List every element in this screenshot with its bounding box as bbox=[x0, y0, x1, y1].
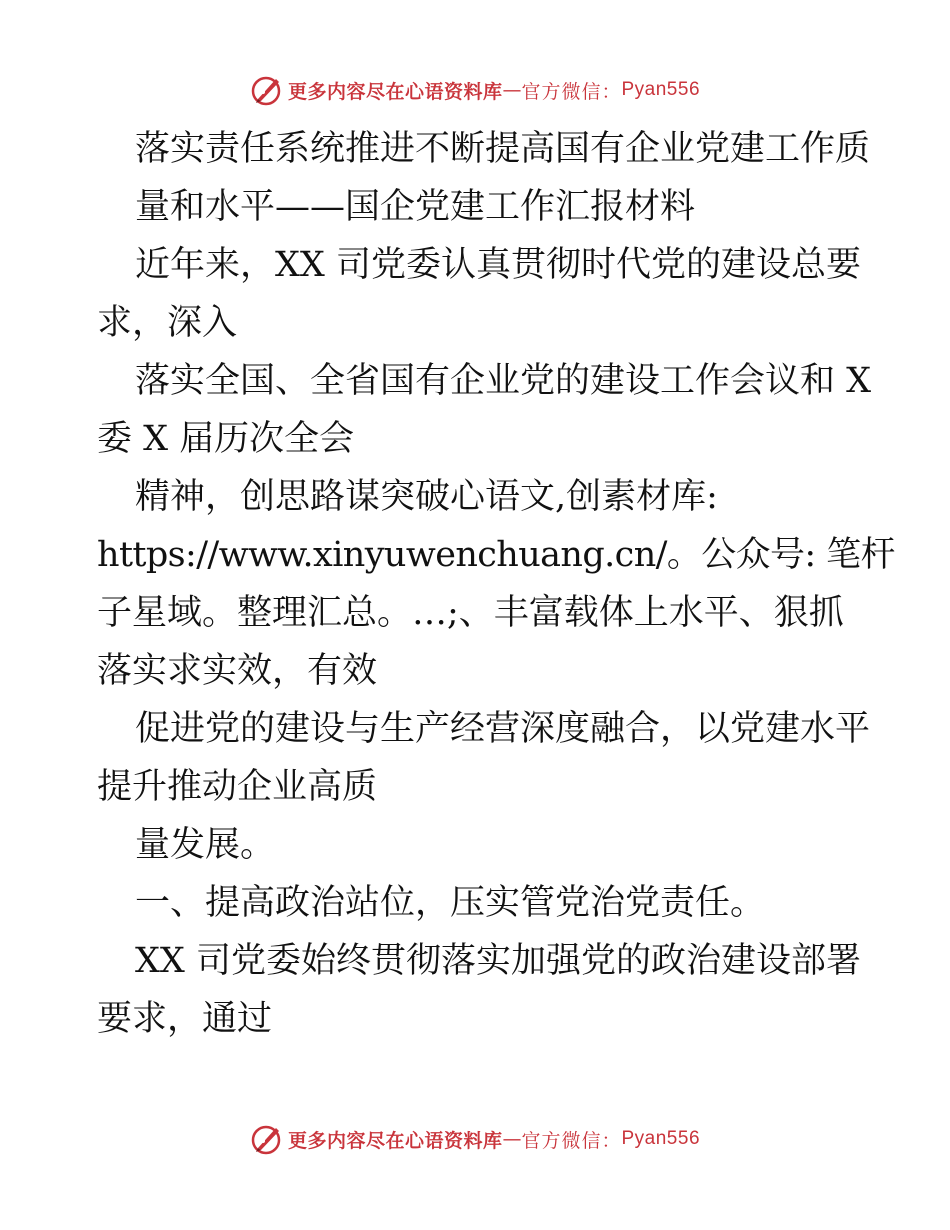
paragraph-line: 量发展。 bbox=[135, 825, 276, 865]
section-heading: 一、提高政治站位，压实管党治党责任。 bbox=[135, 883, 766, 923]
header-contact-label: 官方微信： bbox=[521, 80, 622, 103]
footer-brand: 更多内容尽在心语资料库 bbox=[287, 1129, 503, 1152]
paragraph-line-url: https://www.xinyuwenchuang.cn/。公众号: 笔杆 bbox=[97, 535, 895, 575]
paragraph-line: XX 司党委始终贯彻落实加强党的政治建设部署 bbox=[135, 941, 861, 981]
document-body bbox=[97, 120, 895, 1048]
paragraph-line: 求，深入 bbox=[97, 303, 238, 343]
document-title-line-1: 落实责任系统推进不断提高国有企业党建工作质 bbox=[135, 129, 871, 169]
document-title-line-2: 量和水平——国企党建工作汇报材料 bbox=[135, 187, 696, 227]
header-separator: — bbox=[502, 79, 522, 101]
header-banner bbox=[0, 70, 950, 110]
paragraph-line: 近年来，XX 司党委认真贯彻时代党的建设总要 bbox=[135, 245, 861, 285]
paragraph-line: 要求，通过 bbox=[97, 999, 273, 1039]
paragraph-line: 落实求实效，有效 bbox=[97, 651, 378, 691]
footer-separator: — bbox=[502, 1128, 522, 1150]
paragraph-line: 促进党的建设与生产经营深度融合，以党建水平 bbox=[135, 709, 871, 749]
paragraph-line: 精神，创思路谋突破心语文,创素材库: bbox=[135, 477, 718, 517]
footer-contact-label: 官方微信： bbox=[521, 1129, 622, 1152]
paragraph-line: 提升推动企业高质 bbox=[97, 767, 378, 807]
quill-pen-icon bbox=[250, 73, 284, 107]
paragraph-line: 子星域。整理汇总。…;、丰富载体上水平、狠抓 bbox=[97, 593, 844, 633]
paragraph-line: 落实全国、全省国有企业党的建设工作会议和 X bbox=[135, 361, 872, 401]
footer-banner bbox=[0, 1119, 950, 1159]
footer-contact-value: Pyan556 bbox=[621, 1128, 701, 1149]
quill-pen-icon bbox=[250, 1122, 284, 1156]
paragraph-line: 委 X 届历次全会 bbox=[97, 419, 355, 459]
header-brand: 更多内容尽在心语资料库 bbox=[287, 80, 503, 103]
header-contact-value: Pyan556 bbox=[621, 79, 701, 100]
